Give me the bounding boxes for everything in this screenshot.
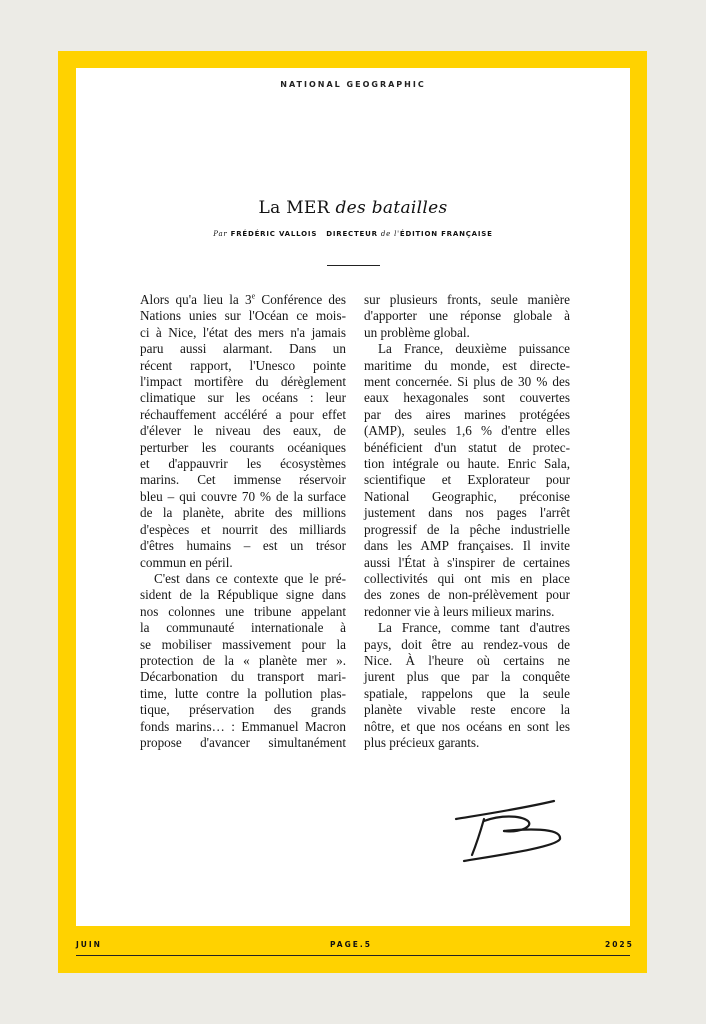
title-italic: des batailles (335, 198, 448, 218)
text-line: bleu – qui couvre 70 % de la surface (140, 488, 346, 504)
text-line: dans les AMP françaises. Il invite (364, 538, 570, 554)
text-line: (AMP), seules 1,6 % d'entre elles (364, 423, 570, 439)
text-line: nôtre, et que nos océans en sont les (364, 718, 570, 734)
byline-de: de (380, 230, 392, 238)
text-line: tique, préservation des grands (140, 702, 346, 718)
text-line: de la planète, abrite des millions (140, 505, 346, 521)
text-line: la communauté internationale à (140, 620, 346, 636)
text-line: nos colonnes une tribune appelant (140, 603, 346, 619)
text-line: spatiale, rappelons que la seule (364, 685, 570, 701)
text-line: d'espèces et nourrit des milliards (140, 521, 346, 537)
text-line: propose d'avancer simultanément (140, 734, 346, 750)
text-line: protection de la « planète mer ». (140, 652, 346, 668)
text-line: récent rapport, l'Unesco pointe (140, 357, 346, 373)
text-line: National Geographic, préconise (364, 488, 570, 504)
text-line: des zones de non-prélèvement pour (364, 587, 570, 603)
text-line: fonds marins… : Emmanuel Macron (140, 718, 346, 734)
text-line: eaux hexagonales sont couvertes (364, 390, 570, 406)
text-line: Nations unies sur l'Océan ce mois- (140, 308, 346, 324)
text-line: jurent plus que par la conquête (364, 669, 570, 685)
byline-par: Par (213, 230, 228, 238)
text-line: un problème global. (364, 324, 470, 340)
superscript: e (251, 291, 256, 301)
text-line: Décarbonation du transport mari- (140, 669, 346, 685)
text-line: et d'appauvrir les écosystèmes (140, 456, 346, 472)
text-line: scientifique et Explorateur pour (364, 472, 570, 488)
byline-role: DIRECTEUR (326, 230, 378, 238)
byline-edition: ÉDITION FRANÇAISE (399, 230, 493, 238)
text-line: ment concernée. Si plus de 30 % des (364, 374, 570, 390)
text-line: d'apporter une réponse globale à (364, 308, 570, 324)
column-right (364, 292, 570, 751)
text-line: d'élever le niveau des eaux, de (140, 423, 346, 439)
text-line: sur plusieurs fronts, seule manière (364, 292, 570, 307)
footer-rule (76, 955, 630, 956)
text-line: sident de la République signe dans (140, 587, 346, 603)
text-line: La France, comme tant d'autres (378, 620, 570, 636)
text-line: C'est dans ce contexte que le pré- (154, 570, 346, 586)
footer-page-number: PAGE.5 (330, 940, 372, 949)
column-left (140, 292, 346, 751)
byline-article: l' (394, 230, 400, 238)
text-line: La France, deuxième puissance (378, 341, 570, 357)
text-line: justement dans nos pages l'arrêt (364, 505, 570, 521)
byline (76, 230, 630, 238)
signature (450, 795, 570, 867)
text-line: commun en péril. (140, 554, 233, 570)
text-line: tion intégrale ou haute. Enric Sala, (364, 456, 570, 472)
text-line: marins. Cet immense réservoir (140, 472, 346, 488)
text-line: bénéficient d'un statut de protec- (364, 439, 570, 455)
text-line: aussi l'État à s'inspirer de certaines (364, 554, 570, 570)
title-divider (327, 265, 380, 266)
text-line: plus précieux garants. (364, 734, 480, 750)
text-line: d'êtres humains – est un trésor (140, 538, 346, 554)
byline-author: FRÉDÉRIC VALLOIS (230, 230, 318, 238)
text-line: pays, doit être au rendez-vous de (364, 636, 570, 652)
title-plain: La MER (258, 198, 330, 218)
text-line: ci à Nice, l'état des mers n'a jamais (140, 324, 346, 340)
text-line: redonner vie à leurs milieux marins. (364, 603, 555, 619)
text-line: se mobiliser massivement pour la (140, 636, 346, 652)
text-line: planète vivable reste encore la (364, 702, 570, 718)
text-line: par des aires marines protégées (364, 406, 570, 422)
text-line: climatique sur les océans : leur (140, 390, 346, 406)
masthead: NATIONAL GEOGRAPHIC (280, 80, 426, 89)
footer-year: 2025 (605, 940, 634, 949)
footer-month: JUIN (76, 940, 102, 949)
text-line: progressif de la pêche industrielle (364, 521, 570, 537)
text-line: perturber les courants océaniques (140, 439, 346, 455)
text-line: Nice. À l'heure où certains ne (364, 652, 570, 668)
text-line: paru aussi alarmant. Dans un (140, 341, 346, 357)
text-line: l'impact mortifère du dérèglement (140, 374, 346, 390)
article-title (76, 198, 630, 218)
text-line: Alors qu'a lieu la 3e Conférence des (140, 291, 346, 307)
text-line: time, lutte contre la pollution plas- (140, 685, 346, 701)
text-line: collectivités qui ont mis en place (364, 570, 570, 586)
text-line: maritime du monde, est directe- (364, 357, 570, 373)
text-line: réchauffement accéléré a pour effet (140, 406, 346, 422)
